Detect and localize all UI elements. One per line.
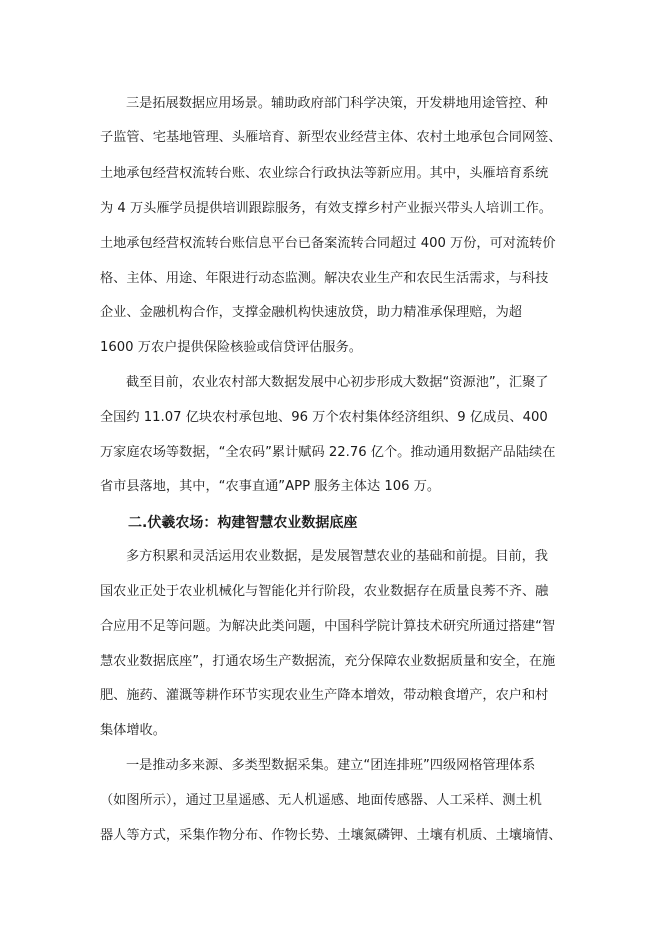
text-line: 子监管、宅基地管理、头雁培育、新型农业经营主体、农村土地承包合同网签、 bbox=[100, 130, 562, 145]
section-heading: 二.伏羲农场：构建智慧农业数据底座 bbox=[128, 515, 358, 531]
text-line: 企业、金融机构合作，支撑金融机构快速放贷，助力精准承保理赔，为超 bbox=[100, 305, 522, 320]
text-line: 三是拓展数据应用场景。辅助政府部门科学决策，开发耕地用途管控、种 bbox=[126, 96, 548, 111]
text-line: 土地承包经营权流转台账、农业综合行政执法等新应用。其中，头雁培育系统 bbox=[100, 166, 549, 181]
text-line: 国农业正处于农业机械化与智能化并行阶段，农业数据存在质量良莠不齐、融 bbox=[100, 584, 549, 599]
text-line: 一是推动多来源、多类型数据采集。建立“团连排班”四级网格管理体系 bbox=[126, 758, 536, 773]
text-line: 万家庭农场等数据，“全农码”累计赋码 22.76 亿个。推动通用数据产品陆续在 bbox=[100, 445, 556, 460]
text-line: 格、主体、用途、年限进行动态监测。解决农业生产和农民生活需求，与科技 bbox=[100, 271, 549, 286]
text-line: 土地承包经营权流转台账信息平台已备案流转合同超过 400 万份，可对流转价 bbox=[100, 236, 556, 251]
text-line: 为 4 万头雁学员提供培训跟踪服务，有效支撑乡村产业振兴带头人培训工作。 bbox=[100, 201, 552, 216]
text-line: 慧农业数据底座”，打通农场生产数据流，充分保障农业数据质量和安全，在施 bbox=[100, 654, 556, 669]
text-line: 1600 万农户提供保险核验或信贷评估服务。 bbox=[100, 340, 362, 355]
text-line: 全国约 11.07 亿块农村承包地、96 万个农村集体经济组织、9 亿成员、400 bbox=[100, 410, 548, 425]
text-line: 截至目前，农业农村部大数据发展中心初步形成大数据“资源池”，汇聚了 bbox=[126, 375, 549, 390]
text-line: 合应用不足等问题。为解决此类问题，中国科学院计算技术研究所通过搭建“智 bbox=[100, 619, 556, 634]
text-line: （如图所示），通过卫星遥感、无人机遥感、地面传感器、人工采样、测土机 bbox=[100, 793, 542, 808]
text-line: 集体增收。 bbox=[100, 723, 166, 738]
text-line: 肥、施药、灌溉等耕作环节实现农业生产降本增效，带动粮食增产，农户和村 bbox=[100, 688, 549, 703]
text-line: 器人等方式，采集作物分布、作物长势、土壤氮磷钾、土壤有机质、土壤墒情、 bbox=[100, 828, 562, 843]
text-line: 多方积累和灵活运用农业数据，是发展智慧农业的基础和前提。目前，我 bbox=[126, 549, 548, 564]
text-line: 省市县落地，其中，“农事直通”APP 服务主体达 106 万。 bbox=[100, 479, 441, 494]
